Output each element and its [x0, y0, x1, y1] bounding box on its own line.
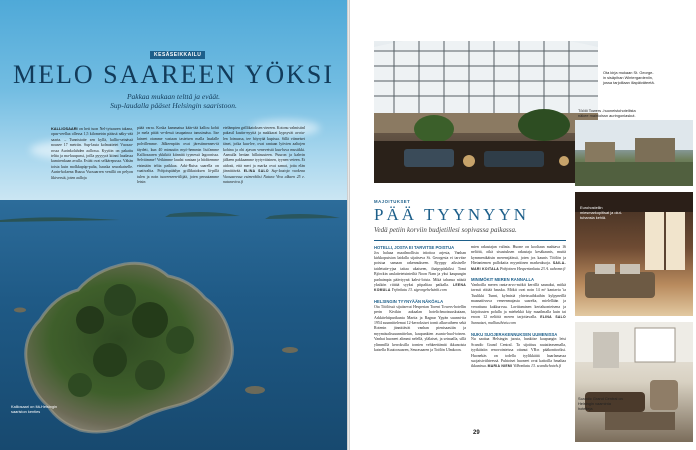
right-column-2 — [471, 245, 566, 370]
section-kicker: MAJOITUKSET — [374, 199, 411, 204]
section-heading: NUKU SUOJERAKENNUKSEN UUMENISSA — [471, 331, 558, 337]
section-heading: HOTELLI, JOSTA EI TARVITSE POISTUA — [374, 245, 455, 250]
section-heading: HELSINGIN TYYNYÄÄN NÄKÖALA — [374, 299, 444, 305]
section-tail: Sunnaiset, malliasihiviu.com — [471, 320, 516, 325]
author-credit: ELINA SALO — [243, 169, 269, 174]
column-text: on heti tuon Nel-tyisaaren takana, opas-veellaa ollessa 1,5 kilometrin päässä näky-vää saarta. – Tunnistatte sen kyllä, kallio-seinässä nousee 17 metriin. Sup-lauta kolmatteiet Vuosaa-rossa Aurinkolahden aallossa. Kyytiin on pakattu teltta ja ma-kuupussi, joilla pyyyyrä kiinni laudassa kumirenkaan avulla. Eväät ovat selkärepussa. Vähän toista kuin molkkapüp-pulta, hauska seurakaiselle. Aurin-kolaena Ruusa Vuosaarren venillä on pelyon likiverstä, joten aalloja — [51, 127, 133, 180]
column-text: etelämpien grillikatoksen viereen. Kotonu valmistinl pakastl kastin-nyyttä ja makkarat kypsyvät avotu-len loimussa, tee höyryää kupissa. Sillä viimeiset tänet, jotka kuu-lee, ovat rantaan lyövien aaltojen kohina ja ohi ajavan veneveistä kuu-luva musiikki. Aamulla heräan hillaisuuteen. Puuron ja kahvin jälkeen pakkaamme tyytyväisinen, tyynen veteen. Et aidosti, että meri ja marka ovat samat, jotta elän jännittävää. — [223, 126, 306, 174]
article-subtitle-line-2: Sup-laudalla pääset Helsingin saaristoon. — [110, 101, 237, 110]
column-text: päää varra. Koska kammatua käär-tää kallou kohti ja mela pitää ve-dessä tasapainoa tanssimäsa. Itse laineet otamme vastaan tasteisen malla laudalle polvillemme. Jälkeenpäin ovat järestimennes-tä täydeti, kun 40 minuutin myö-hemmin lisä'amme Kalliosaaren ykkiköä kiinnitä tyynessä lagoonissa. Selviämme! Veikimme laudat rantaan ja hiiditemme etsimään teltta paikkaa. Arki-Ruisa saarella on vaativaltta. Pohjoispäädyn grillikatoksen lä-pillä tulen ja noin tuoreeseen-tilijää, joten peruutamme letsin — [137, 126, 219, 185]
section-text: Vanhoilla meren ranta-arvo-mökit kerrillä saunaksi, mitkä tavasti riittää hauska. Mökit ovat noin 14 m² kantavia 'ia Tuulikki Tunni, kylmisiä yhteissuihkuihin kylpyneillä maanatiivuva veneenmajasta saarelta, mielellään ja verrattuna kakkurvuu. Lavittaminen kertaluonteisena ja kirjoitusten polulla ja miehekkä käy maailmalla kuin tai eroon 12 neliötä meren tarjottavalla. — [471, 283, 566, 320]
article-column-1 — [51, 126, 133, 181]
author-credit: LEENA KOMULA — [374, 283, 466, 293]
article-subtitle-line-1: Pakkaa mukaan telttä ja eväät. — [126, 92, 221, 101]
section-tail: Vilhonkatu 13. scandichotels.fi — [513, 364, 562, 369]
article-title: MELO SAAREEN YÖKSI — [12, 60, 335, 89]
column-lead: KALLIOSAARI — [51, 126, 78, 131]
hotel-top-caption: Ota kirja mukaan St. George-in sisäpihan Wintergardeniin, jossa tarjoillaan illapäiväteetä. — [603, 70, 655, 85]
title-rule — [374, 240, 566, 241]
hotel-atrium-photo — [374, 41, 598, 183]
section-text: Nu saattaa Helsingin juosta, hankitse kaupungin leisi Scandic Grand Central. Ta sijoittuu rautatieasemalla, tyytkäisiin renovointeissa ottanut VR:n pääkonttoriksi. Huonekäs on todella tyylikkäitä haarlamassa suojaisiviihteessä. Puhtoiset huoneet ovat kattoilla hmaltaa ikkunissa. — [471, 337, 566, 369]
photo-caption: Kalliosaari on Itä-Helsingin saariston kenties — [11, 404, 58, 414]
hotel-room-caption: Töölö Towers -huoneistohotellista näkee mainiolssn auringonlaskut. — [578, 108, 636, 118]
right-column-1 — [374, 245, 466, 354]
scandic-caption: Scandic Grand Central on Helsingin vaaminta hotelleja — [578, 396, 623, 411]
article-kicker: KESÄSEIKKAILU — [150, 51, 205, 59]
author-credit: MARIA NIEMI — [487, 364, 513, 369]
article-column-3 — [223, 126, 305, 185]
room-illustration — [575, 120, 693, 186]
author-credit: ELINA SALO — [540, 315, 566, 320]
scandic-illustration — [575, 322, 693, 442]
section-text: mien rakastajan valinta. Huone on kooltaan mahtava 16 neliötä, oikä sisustuksen rakastaja kesäkaunis, muttä kymmenikäisin merensjäässä, joten jos kaunis Töölön ja Hietaniemen pallokaita myyntiinen markeaksoja. — [471, 245, 566, 266]
column-tail: Sup-lautoja vuokraa Vuosaaressa esimerkiksi Natura Viva alkaen 25 e. naturaviva.fi — [223, 169, 305, 185]
author-credit: SAILA-MARI KOITALA — [471, 261, 566, 271]
section-text: Jos haluaa maailmollista irtiottoa arjesta, Vanhan kirkkopuiston laidalla sijaitseva St. Georgesta ei tarvitse poistua samaan rakennukseen. Ryyppy aiksiselle taidetutte-yjaa taitaa ukaiseen, ihaipypäskiksi Tomi Björckin aaslaitetetsinteiltä Noon Nam ja yksi kaupungin parhaimpia päävtyynä kahvi-loista. Mikä tahansa näistä yksikön riittää syyksi pitpaliiaa paikalla. — [374, 250, 466, 288]
section-text: Ota Töölössä sijaitsevat Hesperian Torent Towers-hotellin perin Kivikin aakaalan hotelichmoisuuskutaan, Arkkitehtiparikunta Martta ja Ragnar Ypyän suunni-tta 1954 suunnittelemat 12-kerroksiset tornit alkuvaiheen sekä Rotenin jännittävät vanhan pienisaasiiin ja myymäsalissuunnittelun, kaupunkien asunto-huol-toinen. Vanhat huoneet alimmi nelellä, ylälaiset, ja seinaalla, sillä ylimmillä kerroksilla tornien vehkeettämät ikkunoista katsella Kuutoosaaren, Seurasaaren ja Toölön Ulmkoon. — [374, 304, 466, 353]
section-tail: Pohjoinen Hesperiankatu 23 A. uuhome.fi — [500, 266, 566, 271]
left-page — [0, 0, 347, 450]
section-tail: Yrjönkatu 13. sigeorgehelsinki.com — [391, 288, 447, 293]
section-subtitle: Vedä petiin korviin budjetillesi sopivassa paikassa. — [374, 226, 517, 234]
section-heading: MINIMÖKIT MEREN RANNALLA — [471, 277, 535, 283]
section-title: PÄÄ TYYNYYN — [374, 205, 529, 224]
article-column-2 — [137, 126, 219, 185]
scandic-room-photo — [575, 322, 693, 442]
atrium-illustration — [374, 41, 598, 183]
hotel-room-photo — [575, 120, 693, 186]
page-number: 29 — [473, 430, 480, 436]
lodge-caption: Eurohostellin miesmarkopitisat ja olut-tuhansia kehiä. — [580, 205, 622, 220]
